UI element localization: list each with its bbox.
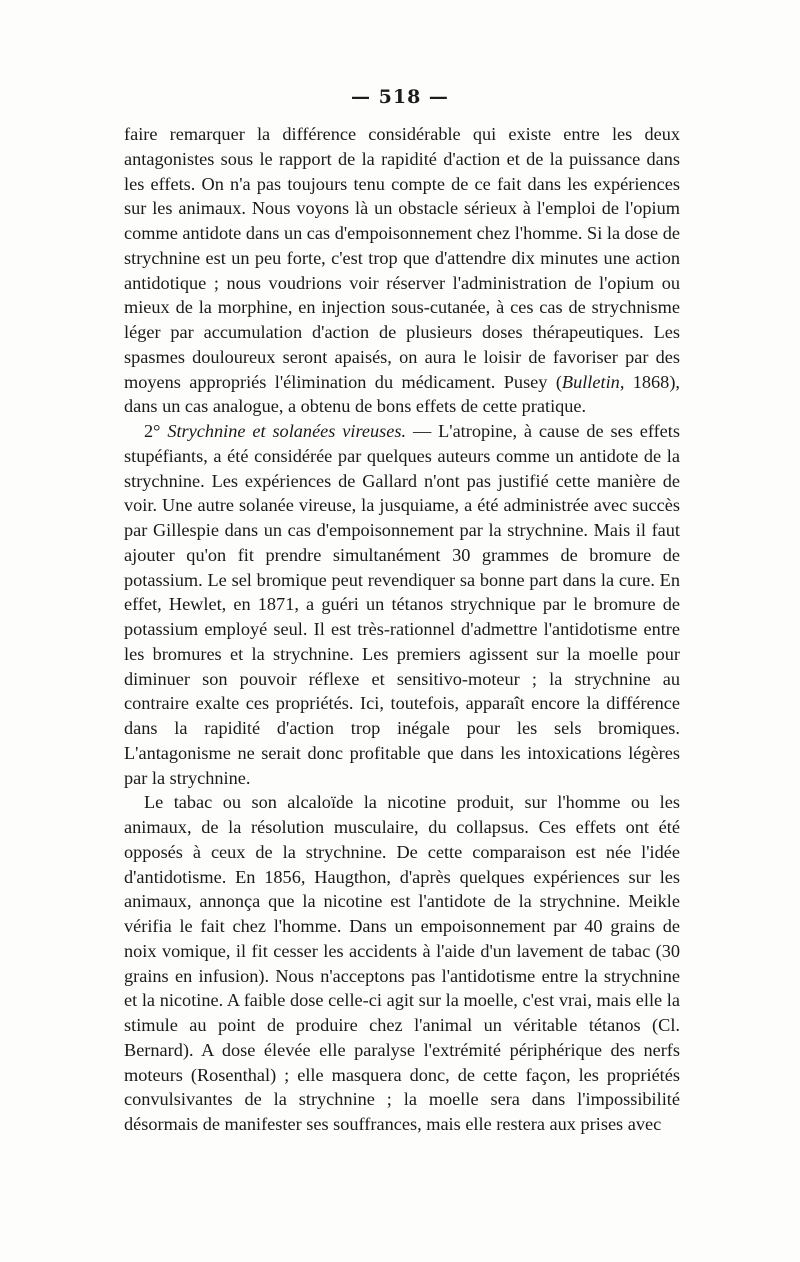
page-number: — 518 —: [351, 86, 449, 108]
paragraph-1-text: faire remarquer la différence considérable qui existe entre les deux antagonistes sous le rapport de la rapidité d'action et de la puissance dans les effets. On n'a pas toujours tenu compte de ce fait dans les expériences sur les animaux. Nous voyons là un obstacle sérieux à l'emploi de l'opium comme antidote dans un cas d'empoisonnement chez l'homme. Si la dose de strychnine est un peu forte, c'est trop que d'attendre dix minutes une action antidotique ; nous voudrions voir réserver l'administration de l'opium ou mieux de la morphine, en injection sous-cutanée, à ces cas de strychnisme léger par accumulation d'action de plusieurs doses thérapeutiques. Les spasmes douloureux seront apaisés, on aura le loisir de favoriser par des moyens appropriés l'élimination du médicament. Pusey: [124, 124, 680, 392]
body-text: [124, 122, 680, 1137]
citation-bulletin: Bulletin: [561, 371, 620, 392]
paragraph-1-open-paren: (: [555, 371, 562, 392]
paragraph-3: [124, 790, 680, 1137]
paragraph-1-end: , 1868), dans un cas analogue, a obtenu de bons effets de cette pratique.: [124, 371, 680, 417]
paragraph-2-text: — L'atropine, à cause de ses effets stupéfiants, a été considérée par quelques auteurs comme un antidote de la strychnine. Les expériences de Gallard n'ont pas justifié cette manière de voir. Une autre solanée vireuse, la jusquiame, a été administrée avec succès par Gillespie dans un cas d'empoisonnement par la strychnine. Mais il faut ajouter qu'on fit prendre simultanément 30 grammes de bromure de potassium. Le sel bromique peut revendiquer sa bonne part dans la cure. En effet, Hewlet, en 1871, a guéri un tétanos strychnique par le bromure de potassium employé seul. Il est très-rationnel d'admettre l'antidotisme entre les bromures et la strychnine. Les premiers agissent sur la moelle pour diminuer son pouvoir réflexe et sensitivo-moteur ; la strychnine au contraire exalte ces propriétés. Ici, toutefois, apparaît encore la différence dans la rapidité d'action trop inégale pour les sels bromiques. L'antagonisme ne serait donc profitable que dans les intoxications légères par la strychnine.: [124, 421, 680, 788]
section-heading: Strychnine et solanées vireuses.: [167, 421, 407, 441]
paragraph-1: [124, 122, 680, 419]
paragraph-2: [124, 419, 680, 790]
section-number: 2°: [144, 421, 168, 441]
paragraph-3-text: Le tabac ou son alcaloïde la nicotine produit, sur l'homme ou les animaux, de la résolution musculaire, du collapsus. Ces effets ont été opposés à ceux de la strychnine. De cette comparaison est née l'idée d'antidotisme. En 1856, Haugthon, d'après quelques expériences sur les animaux, annonça que la nicotine est l'antidote de la strychnine. Meikle vérifia le fait chez l'homme. Dans un empoisonnement par 40 grains de noix vomique, il fit cesser les accidents à l'aide d'un lavement de tabac (30 grains en infusion). Nous n'acceptons pas l'antidotisme entre la strychnine et la nicotine. A faible dose celle-ci agit sur la moelle, c'est vrai, mais elle la stimule au point de produire chez l'animal un véritable tétanos (Cl. Bernard). A dose élevée elle paralyse l'extrémité périphérique des nerfs moteurs (Rosenthal) ; elle masquera donc, de cette façon, les propriétés convulsivantes de la strychnine ; la moelle sera dans l'impossibilité désormais de manifester ses souffrances, mais elle restera aux prises avec: [124, 792, 680, 1134]
